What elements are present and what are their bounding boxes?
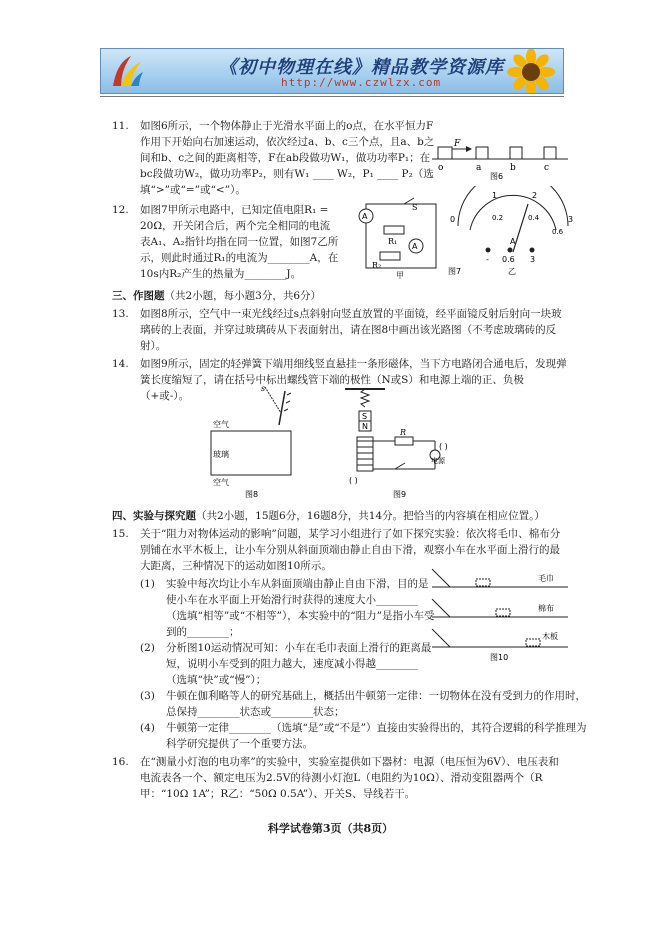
figure-10: [430, 563, 570, 663]
tick-3: 3: [568, 215, 574, 224]
point-c: c: [544, 163, 550, 173]
sub-text: 牛顿第一定律________（选填“是”或“不是”）直接由实验得出的，其符合逻辑的科学推理为科学研究提供了一个重要方法。: [166, 722, 587, 750]
question-text: 如图7甲所示电路中，已知定值电阻R₁ = 20Ω，开关闭合后，两个完全相同的电流表A₁、A₂指针均指在同一位置，如图7乙所示，则此时通过R₁的电流为________A，在10s内R₂产生的热量为________J。: [140, 204, 339, 280]
tick-2: 2: [532, 191, 538, 200]
sub-number: (4): [140, 722, 155, 734]
air-bottom-label: 空气: [213, 478, 229, 487]
sub-figure-b: 乙: [508, 267, 516, 276]
question-text: 如图6所示，一个物体静止于光滑水平面上的o点，在水平恒力F作用下开始向右加速运动，依次经过a、b、c三个点，且a、b之间和b、c之间的距离相等，F在ab段做功W₁，做功功率P₁；在bc段做功W₂，做功功率P₂，则有W₁ ____ W₂，P₁ ____ P₂（选填“>”或“=”或“<”）。: [140, 120, 435, 196]
page-footer: 科学试卷第3页（共8页）: [267, 822, 394, 835]
section-note: （共2小题，每小题3分，共6分）: [164, 290, 322, 302]
q15-sub-4: [140, 720, 587, 752]
meter-unit: A: [510, 237, 516, 246]
force-label: F: [454, 139, 461, 149]
tick-0-2: 0.2: [492, 214, 504, 222]
tick-0-6: 0.6: [552, 228, 564, 236]
ramp-1: [432, 569, 568, 587]
sub-number: (2): [140, 642, 155, 654]
section-4-heading: [112, 508, 568, 524]
question-text: 关于“阻力对物体运动的影响”问题，某学习小组进行了如下探究实验：依次将毛巾、棉布分别铺在水平木板上，让小车分别从斜面顶端由静止自由下滑，观察小车在水平面上滑行的最大距离，三种情况下的运动如图10所示。: [140, 528, 561, 572]
magnet-n: N: [362, 422, 368, 431]
sub-text: 牛顿在伽利略等人的研究基础上，概括出牛顿第一定律：一切物体在没有受到力的作用时，总保持________状态或________状态；: [166, 690, 586, 718]
surface-towel: 毛巾: [538, 574, 554, 583]
question-number: 13.: [112, 308, 129, 320]
question-text: 如图9所示，固定的轻弹簧下端用细线竖直悬挂一条形磁体，当下方电路闭合通电后，发现弹簧长度缩短了，请在括号中标出螺线管下端的极性（N或S）和电源上端的正、负极（+或-）。: [140, 358, 567, 402]
sub-number: (3): [140, 690, 155, 702]
logo-icon: [107, 52, 147, 92]
power-source: 电源: [431, 457, 445, 465]
figure-7-meter: [448, 186, 578, 276]
section-title: 三、作图题: [112, 290, 165, 302]
question-16: [112, 754, 568, 802]
tick-0: 0: [450, 215, 456, 224]
question-number: 16.: [112, 756, 129, 768]
switch-label: S: [412, 203, 418, 212]
glass-label: 玻璃: [213, 450, 229, 459]
ammeter-a1: A: [362, 212, 368, 221]
question-number: 11.: [112, 120, 129, 132]
section-3-heading: [112, 288, 568, 304]
figure-caption: 图10: [490, 653, 509, 662]
question-number: 12.: [112, 204, 129, 216]
figure-6: [430, 135, 570, 180]
question-text: 在“测量小灯泡的电功率”的实验中，实验室提供如下器材：电源（电压恒为6V）、电压表和电流表各一个、额定电压为2.5V的待测小灯泡L（电阻约为10Ω）、滑动变阻器两个（R甲：“10Ω 1A”；R乙：“50Ω 0.5A”）、开关S、导线若干。: [140, 756, 559, 800]
section-note: （共2小题，15题6分，16题8分，共14分。把恰当的内容填在相应位置。）: [196, 510, 545, 522]
sub-number: (1): [140, 578, 155, 590]
ammeter-a2: A: [412, 242, 418, 251]
bracket-coil: ( ): [349, 476, 358, 485]
ramp-2: [432, 599, 568, 617]
air-top-label: 空气: [213, 420, 229, 429]
resistor-r: R: [400, 428, 407, 437]
sub-text: 实验中每次均让小车从斜面顶端由静止自由下滑，目的是使小车在水平面上开始滑行时获得的速度大小________（选填“相等”或“不相等”），本实验中的“阻力”是指小车受到的________；: [166, 578, 435, 638]
banner-url[interactable]: http://www.czwlzx.com: [281, 76, 442, 89]
surface-cotton: 棉布: [538, 604, 554, 613]
terminal-neg: -: [486, 255, 489, 264]
figure-9: [335, 385, 465, 500]
resistor-r2: R₂: [372, 261, 382, 270]
figure-8: [205, 385, 310, 500]
sub-figure-a: 甲: [396, 271, 404, 280]
question-number: 14.: [112, 358, 129, 370]
tick-0-4: 0.4: [528, 214, 540, 222]
section-title: 四、实验与探究题: [112, 510, 196, 522]
point-s: s: [261, 385, 266, 393]
header-banner: [100, 48, 564, 94]
point-o: o: [438, 163, 444, 173]
point-a: a: [476, 163, 482, 173]
tick-1: 1: [492, 191, 498, 200]
ramp-3: [432, 629, 568, 647]
banner-title: 《初中物理在线》精品教学资源库: [219, 57, 504, 78]
figure-7-circuit: [352, 196, 448, 282]
sub-text: 分析图10运动情况可知：小车在毛巾表面上滑行的距离最短，说明小车受到的阻力越大，速度减小得越________（选填“快”或“慢”）；: [166, 642, 432, 686]
figure-caption: 图7: [448, 267, 462, 276]
bracket-source: ( ): [439, 442, 448, 451]
figure-caption: 图6: [490, 172, 504, 180]
q15-sub-3: [140, 688, 586, 720]
magnet-s: S: [362, 412, 368, 421]
question-13: [112, 306, 568, 354]
figure-caption: 图8: [245, 490, 259, 499]
point-b: b: [510, 163, 516, 173]
figure-caption: 图9: [393, 490, 407, 499]
terminal-06: 0.6: [502, 255, 515, 264]
surface-board: 木板: [542, 632, 558, 641]
question-text: 如图8所示，空气中一束光线经过s点斜射向竖直放置的平面镜，经平面镜反射后射向一块玻璃砖的上表面，并穿过玻璃砖从下表面射出，请在图8中画出该光路图（不考虑玻璃砖的反射）。: [140, 308, 562, 352]
sunflower-icon: [491, 49, 559, 94]
terminal-3: 3: [530, 255, 536, 264]
header-rule: [100, 96, 564, 97]
resistor-r1: R₁: [388, 237, 398, 246]
question-number: 15.: [112, 528, 129, 540]
